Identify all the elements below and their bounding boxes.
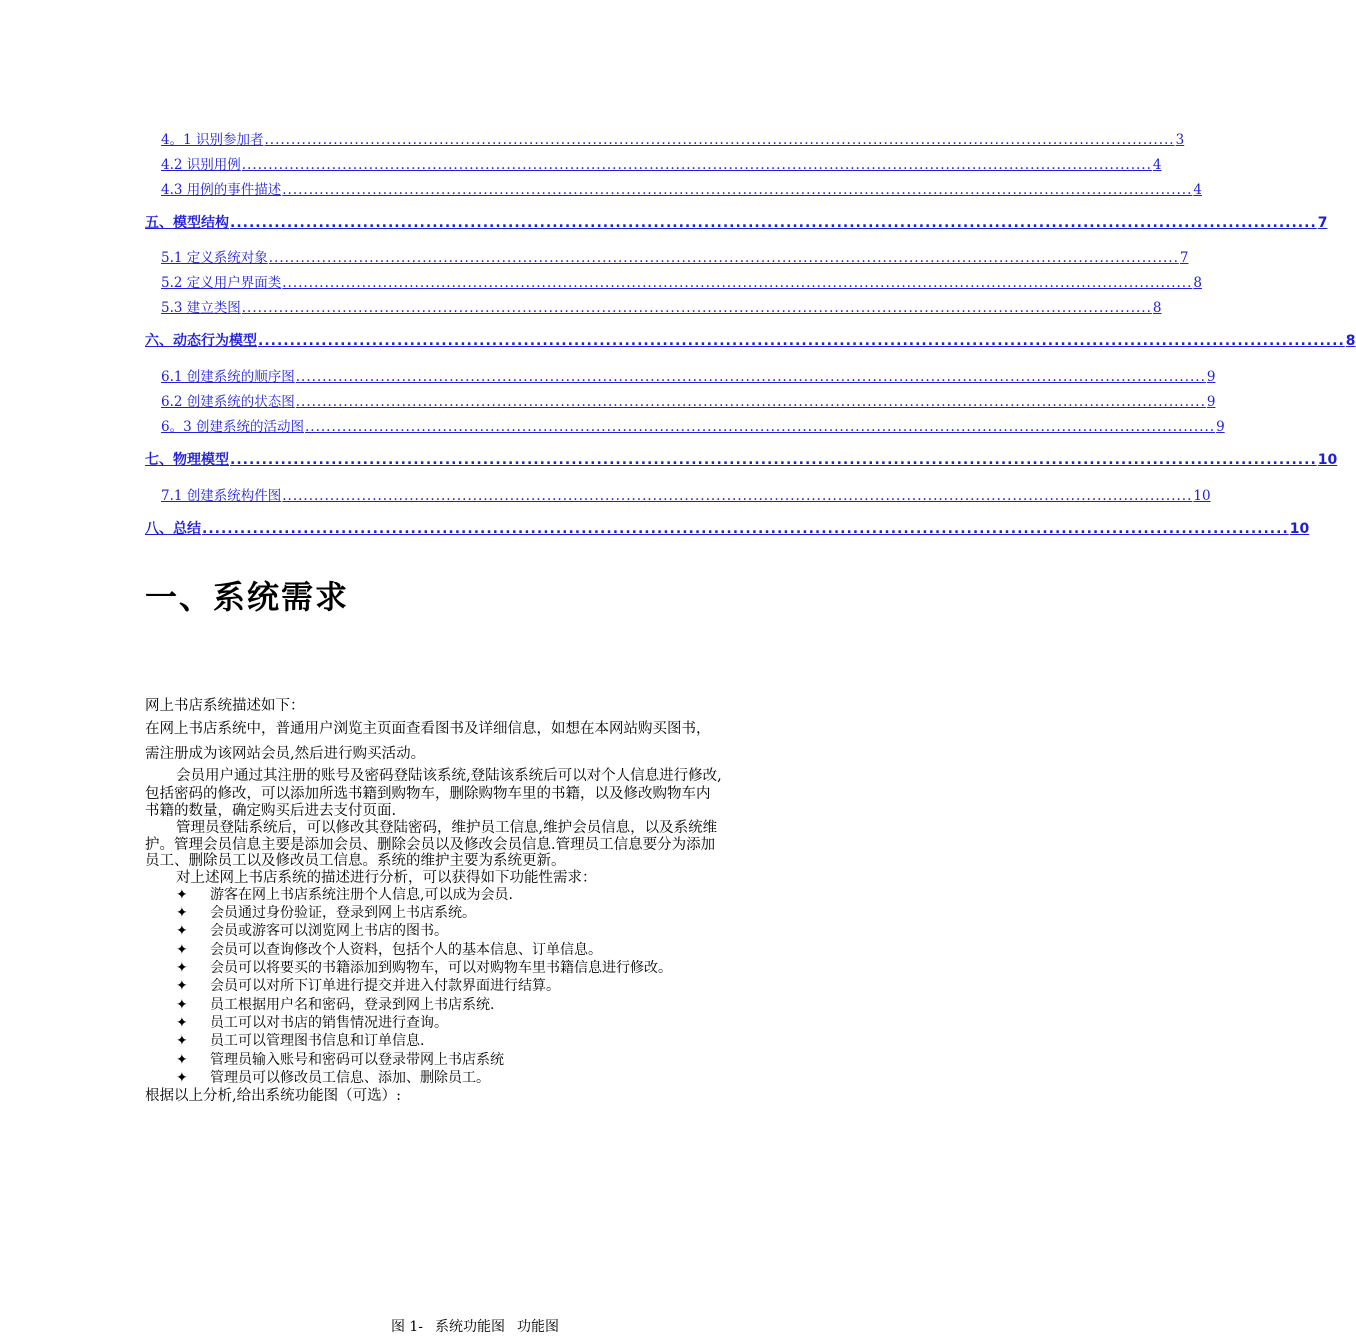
toc-leader: ............................................................................................................................................................................	[202, 521, 1289, 537]
star-bullet-icon: ✦	[176, 960, 188, 976]
star-bullet-icon: ✦	[176, 942, 188, 958]
list-item	[176, 996, 494, 1014]
toc-entry-title: 4.2 识别用例	[161, 157, 241, 173]
star-bullet-icon: ✦	[176, 905, 188, 921]
toc-entry[interactable]	[161, 271, 1202, 291]
toc-entry-page: 4	[1193, 182, 1202, 198]
star-bullet-icon: ✦	[176, 978, 188, 994]
toc-leader: ............................................................................................................................................................................	[258, 333, 1345, 349]
intro-text: 网上书店系统描述如下：	[145, 698, 305, 714]
star-bullet-icon: ✦	[176, 997, 188, 1013]
toc-entry-title: 6.2 创建系统的状态图	[161, 394, 295, 410]
toc-entry-page: 3	[1175, 132, 1185, 148]
list-item-text: 员工可以对书店的销售情况进行查询。	[210, 1015, 448, 1031]
paragraph-line: 管理员登陆系统后，可以修改其登陆密码，维护员工信息,维护会员信息，以及系统维	[176, 820, 718, 836]
toc-entry-title: 八、总结	[145, 521, 201, 537]
toc-entry-page: 8	[1345, 333, 1356, 349]
paragraph-line: 对上述网上书店系统的描述进行分析，可以获得如下功能性需求：	[176, 870, 597, 886]
caption-extra: 功能图	[517, 1319, 560, 1335]
toc-leader: ............................................................................................................................................................................	[282, 275, 1193, 291]
star-bullet-icon: ✦	[176, 1033, 188, 1049]
toc-leader: ............................................................................................................................................................................	[230, 452, 1317, 468]
toc-entry-title: 六、动态行为模型	[145, 333, 257, 349]
toc-entry[interactable]	[161, 390, 1216, 410]
section-heading: 一、系统需求	[145, 578, 350, 616]
toc-leader: ............................................................................................................................................................................	[268, 250, 1179, 266]
closing-text: 根据以上分析,给出系统功能图（可选）:	[145, 1088, 401, 1104]
list-item-text: 管理员可以修改员工信息、添加、删除员工。	[210, 1070, 490, 1086]
toc-leader: ............................................................................................................................................................................	[241, 300, 1152, 316]
list-item	[176, 1032, 424, 1050]
star-bullet-icon: ✦	[176, 923, 188, 939]
toc-entry[interactable]	[161, 178, 1202, 198]
toc-entry-page: 9	[1206, 369, 1216, 385]
toc-entry-page: 10	[1289, 521, 1310, 537]
toc-leader: ............................................................................................................................................................................	[295, 369, 1206, 385]
list-item-text: 会员通过身份验证，登录到网上书店系统。	[210, 905, 476, 921]
toc-entry-title: 4。1 识别参加者	[161, 132, 264, 148]
list-item	[176, 1069, 490, 1087]
toc-entry[interactable]	[145, 330, 1356, 350]
caption-label: 图 1-	[390, 1319, 424, 1335]
list-item-text: 会员或游客可以浏览网上书店的图书。	[210, 923, 448, 939]
paragraph-line: 会员用户通过其注册的账号及密码登陆该系统,登陆该系统后可以对个人信息进行修改,	[176, 768, 722, 784]
toc-entry[interactable]	[161, 128, 1185, 148]
toc-entry-title: 7.1 创建系统构件图	[161, 488, 282, 504]
paragraph-line: 在网上书店系统中，普通用户浏览主页面查看图书及详细信息，如想在本网站购买图书，	[145, 721, 711, 737]
toc-entry[interactable]	[161, 484, 1211, 504]
toc-entry-page: 4	[1152, 157, 1162, 173]
list-item	[176, 977, 560, 995]
toc-entry[interactable]	[161, 365, 1216, 385]
list-item-text: 员工根据用户名和密码，登录到网上书店系统.	[210, 997, 495, 1013]
toc-leader: ............................................................................................................................................................................	[295, 394, 1206, 410]
toc-entry-page: 9	[1216, 419, 1225, 435]
list-item	[176, 959, 672, 977]
toc-entry-title: 七、物理模型	[145, 452, 229, 468]
list-item-text: 会员可以将要买的书籍添加到购物车，可以对购物车里书籍信息进行修改。	[210, 960, 672, 976]
toc-entry-title: 4.3 用例的事件描述	[161, 182, 282, 198]
toc-entry[interactable]	[161, 415, 1225, 435]
star-bullet-icon: ✦	[176, 1015, 188, 1031]
star-bullet-icon: ✦	[176, 1070, 188, 1086]
paragraph-line: 包括密码的修改，可以添加所选书籍到购物车，删除购物车里的书籍，以及修改购物车内	[145, 786, 711, 802]
toc-leader: ............................................................................................................................................................................	[230, 215, 1317, 231]
list-item	[176, 941, 602, 959]
list-item-text: 游客在网上书店系统注册个人信息,可以成为会员.	[210, 887, 513, 903]
toc-entry-page: 8	[1193, 275, 1202, 291]
toc-entry[interactable]	[161, 296, 1162, 316]
toc-entry-title: 6。3 创建系统的活动图	[161, 419, 304, 435]
list-item	[176, 886, 513, 904]
toc-entry-page: 10	[1193, 488, 1211, 504]
list-item	[176, 922, 448, 940]
list-item	[176, 1014, 448, 1032]
toc-entry[interactable]	[161, 246, 1189, 266]
toc-entry-title: 5.1 定义系统对象	[161, 250, 268, 266]
toc-entry-title: 5.3 建立类图	[161, 300, 241, 316]
toc-entry-page: 10	[1317, 452, 1338, 468]
toc-entry-title: 5.2 定义用户界面类	[161, 275, 282, 291]
star-bullet-icon: ✦	[176, 1052, 188, 1068]
toc-leader: ............................................................................................................................................................................	[241, 157, 1152, 173]
toc-entry-page: 7	[1317, 215, 1328, 231]
paragraph-line: 护。管理会员信息主要是添加会员、删除会员以及修改会员信息.管理员工信息要分为添加	[145, 837, 716, 853]
list-item-text: 管理员输入账号和密码可以登录带网上书店系统	[210, 1052, 504, 1068]
toc-entry[interactable]	[145, 449, 1338, 469]
list-item	[176, 1051, 504, 1069]
list-item-text: 员工可以管理图书信息和订单信息.	[210, 1033, 425, 1049]
toc-leader: ............................................................................................................................................................................	[304, 419, 1216, 435]
toc-entry-title: 6.1 创建系统的顺序图	[161, 369, 295, 385]
toc-leader: ............................................................................................................................................................................	[282, 488, 1193, 504]
toc-entry-page: 9	[1206, 394, 1216, 410]
toc-entry-title: 五、模型结构	[145, 215, 229, 231]
figure-caption	[0, 1316, 950, 1336]
paragraph-line: 书籍的数量，确定购买后进去支付页面.	[145, 803, 397, 819]
toc-leader: ............................................................................................................................................................................	[264, 132, 1175, 148]
paragraph-line: 员工、删除员工以及修改员工信息。系统的维护主要为系统更新。	[145, 853, 566, 869]
list-item-text: 会员可以对所下订单进行提交并进入付款界面进行结算。	[210, 978, 560, 994]
toc-entry-page: 8	[1152, 300, 1162, 316]
list-item-text: 会员可以查询修改个人资料，包括个人的基本信息、订单信息。	[210, 942, 602, 958]
toc-entry[interactable]	[161, 153, 1162, 173]
star-bullet-icon: ✦	[176, 887, 188, 903]
paragraph-line: 需注册成为该网站会员,然后进行购买活动。	[145, 746, 426, 762]
toc-entry[interactable]	[145, 518, 1310, 538]
toc-leader: ............................................................................................................................................................................	[282, 182, 1193, 198]
list-item	[176, 904, 476, 922]
toc-entry[interactable]	[145, 212, 1328, 232]
toc-entry-page: 7	[1179, 250, 1189, 266]
caption-title: 系统功能图	[435, 1319, 506, 1335]
